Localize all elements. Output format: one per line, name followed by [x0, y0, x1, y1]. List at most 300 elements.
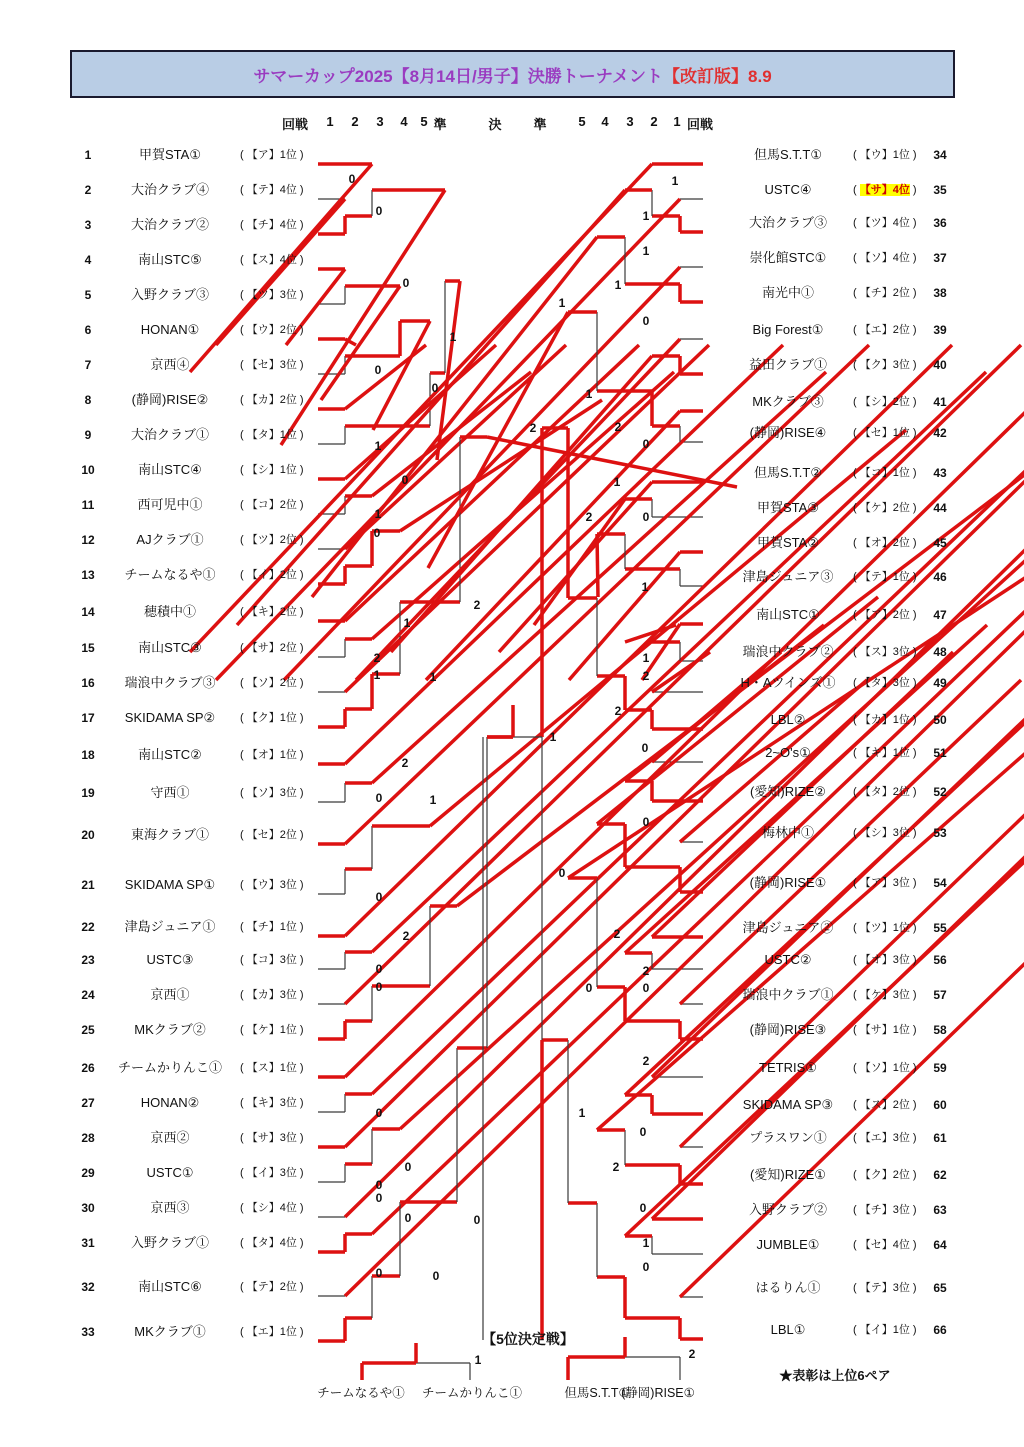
team-name: USTC③	[146, 952, 194, 967]
team-row	[0, 357, 1024, 373]
match-score: 1	[642, 651, 650, 665]
team-number: 65	[933, 1281, 947, 1295]
match-score: 1	[474, 1353, 482, 1367]
team-seed: ( 【ス】2位 )	[853, 1099, 917, 1111]
match-score: 2	[585, 510, 593, 524]
team-name: 梅林中①	[761, 825, 814, 840]
team-row	[0, 394, 1024, 410]
team-name: 但馬S.T.T①	[754, 147, 822, 162]
team-name: チームなるや①	[124, 567, 216, 582]
team-number: 1	[84, 148, 92, 162]
team-seed: ( 【ク】3位 )	[853, 359, 917, 371]
team-name: LBL①	[770, 1322, 806, 1337]
match-score: 1	[449, 330, 457, 344]
team-name: MKクラブ③	[752, 394, 824, 409]
team-name: 瑞浪中クラブ③	[124, 675, 216, 690]
team-seed: ( 【チ】3位 )	[853, 1204, 917, 1216]
team-name: 但馬S.T.T②	[754, 465, 822, 480]
team-number: 21	[81, 878, 95, 892]
team-seed: ( 【コ】3位 )	[240, 954, 304, 966]
team-number: 35	[933, 183, 947, 197]
team-seed: ( 【シ】3位 )	[853, 827, 917, 839]
team-number: 45	[933, 536, 947, 550]
team-seed: ( 【キ】1位 )	[853, 747, 917, 759]
team-seed: ( 【タ】2位 )	[853, 786, 917, 798]
match-score: 0	[375, 1266, 383, 1280]
team-number: 10	[81, 463, 95, 477]
team-seed: ( 【ケ】3位 )	[853, 989, 917, 1001]
team-seed: ( 【ソ】3位 )	[240, 787, 304, 799]
team-seed: ( 【ス】1位 )	[240, 1062, 304, 1074]
team-number: 47	[933, 608, 947, 622]
team-number: 59	[933, 1061, 947, 1075]
round-header-col: 5	[578, 114, 586, 129]
match-score: 0	[375, 890, 383, 904]
team-seed: ( 【ア】3位 )	[853, 877, 917, 889]
team-name: 京西③	[150, 1200, 190, 1215]
match-score: 2	[473, 598, 481, 612]
team-name: H・Aツインズ①	[740, 675, 836, 690]
team-row	[0, 1237, 1024, 1253]
team-number: 3	[84, 218, 92, 232]
team-name: HONAN②	[140, 1095, 200, 1110]
fifth-place-right-team-b: (静岡)RISE①	[621, 1386, 695, 1400]
team-name: 入野クラブ②	[748, 1202, 827, 1217]
team-seed: ( 【ソ】2位 )	[240, 677, 304, 689]
team-seed: ( 【イ】1位 )	[853, 1324, 917, 1336]
match-score: 2	[642, 1054, 650, 1068]
team-seed: ( 【タ】4位 )	[240, 1237, 304, 1249]
team-name: 穂積中①	[143, 604, 196, 619]
team-seed: ( 【コ】2位 )	[240, 499, 304, 511]
round-header-col: 準	[433, 117, 447, 132]
team-row	[0, 285, 1024, 301]
team-name: MKクラブ①	[134, 1324, 206, 1339]
team-number: 46	[933, 570, 947, 584]
team-seed: ( 【オ】3位 )	[853, 954, 917, 966]
team-name: (愛知)RIZE②	[750, 784, 826, 799]
team-seed: ( 【ツ】2位 )	[240, 534, 304, 546]
team-number: 52	[933, 785, 947, 799]
team-number: 42	[933, 426, 947, 440]
match-score: 0	[404, 1160, 412, 1174]
team-row	[0, 569, 1024, 585]
match-score: 2	[373, 651, 381, 665]
team-name: 京西②	[150, 1130, 190, 1145]
team-row	[0, 250, 1024, 266]
round-header-col: 1	[673, 114, 681, 129]
match-score: 1	[374, 507, 382, 521]
team-seed: ( 【イ】3位 )	[240, 1167, 304, 1179]
team-number: 57	[933, 988, 947, 1002]
team-seed: ( 【エ】3位 )	[853, 1132, 917, 1144]
team-seed: ( 【オ】1位 )	[240, 749, 304, 761]
team-number: 27	[81, 1096, 95, 1110]
team-row	[0, 425, 1024, 441]
team-name: SKIDAMA SP②	[124, 710, 216, 725]
match-score: 0	[431, 381, 439, 395]
team-name: 南光中①	[761, 285, 814, 300]
team-name: 京西①	[150, 987, 190, 1002]
team-number: 44	[933, 501, 947, 515]
team-seed: ( 【ツ】4位 )	[853, 217, 917, 229]
fifth-place-left-team-a: チームなるや①	[317, 1386, 405, 1400]
team-seed: ( 【ウ】2位 )	[240, 324, 304, 336]
team-number: 24	[81, 988, 95, 1002]
team-row	[0, 1202, 1024, 1218]
match-score: 1	[429, 793, 437, 807]
team-number: 30	[81, 1201, 95, 1215]
team-number: 66	[933, 1323, 947, 1337]
team-seed: ( 【シ】1位 )	[240, 464, 304, 476]
team-name: 2~O's①	[765, 745, 811, 760]
team-name: JUMBLE①	[756, 1237, 820, 1252]
team-number: 58	[933, 1023, 947, 1037]
team-seed: ( 【セ】3位 )	[240, 359, 304, 371]
round-header-col: 3	[626, 114, 634, 129]
team-number: 5	[84, 288, 92, 302]
team-seed: ( 【テ】4位 )	[240, 184, 304, 196]
team-number: 2	[84, 183, 92, 197]
team-seed: ( 【テ】2位 )	[240, 1281, 304, 1293]
team-number: 51	[933, 746, 947, 760]
team-number: 31	[81, 1236, 95, 1250]
team-seed: ( 【カ】3位 )	[240, 989, 304, 1001]
team-seed: ( 【ツ】3位 )	[240, 289, 304, 301]
round-header-col: 2	[650, 114, 658, 129]
team-name: 大治クラブ①	[130, 427, 209, 442]
team-row	[0, 825, 1024, 841]
team-number: 29	[81, 1166, 95, 1180]
team-row	[0, 1167, 1024, 1183]
team-name: 東海クラブ①	[130, 827, 209, 842]
team-name: HONAN①	[140, 322, 200, 337]
team-seed: ( 【ソ】1位 )	[853, 1062, 917, 1074]
team-name: 崇化館STC①	[749, 250, 827, 265]
match-score: 1	[671, 174, 679, 188]
team-seed: ( 【ア】1位 )	[240, 149, 304, 161]
round-header-col: 2	[351, 114, 359, 129]
team-name: (静岡)RISE③	[749, 1022, 827, 1037]
team-name: チームかりんこ①	[117, 1060, 222, 1075]
team-number: 34	[933, 148, 947, 162]
team-number: 54	[933, 876, 947, 890]
team-name: 南山STC②	[138, 747, 202, 762]
highlighted-seed: 【サ】4位	[859, 184, 910, 196]
team-seed: ( 【サ】2位 )	[240, 642, 304, 654]
page-title: サマーカップ2025【8月14日/男子】決勝トーナメント	[253, 66, 664, 86]
team-seed: ( 【チ】2位 )	[853, 287, 917, 299]
team-number: 33	[81, 1325, 95, 1339]
team-number: 62	[933, 1168, 947, 1182]
match-score: 0	[375, 980, 383, 994]
team-number: 49	[933, 676, 947, 690]
match-score: 0	[642, 510, 650, 524]
team-row	[0, 1060, 1024, 1076]
team-seed: ( 【シ】2位 )	[853, 396, 917, 408]
team-number: 39	[933, 323, 947, 337]
fifth-place-title: 【5位決定戦】	[482, 1331, 574, 1347]
team-number: 32	[81, 1280, 95, 1294]
team-row	[0, 215, 1024, 231]
fifth-place-left-team-b: チームかりんこ①	[421, 1386, 523, 1400]
match-score: 0	[375, 962, 383, 976]
match-score: 1	[403, 616, 411, 630]
match-score: 1	[373, 668, 381, 682]
team-seed: ( 【サ】1位 )	[853, 1024, 917, 1036]
match-score: 1	[549, 730, 557, 744]
match-score: 1	[642, 1236, 650, 1250]
footer-note: ★表彰は上位6ペア	[779, 1368, 891, 1383]
team-row	[0, 1280, 1024, 1296]
team-name: USTC①	[146, 1165, 194, 1180]
match-score: 1	[374, 439, 382, 453]
team-seed: ( 【キ】3位 )	[240, 1097, 304, 1109]
team-name: (愛知)RIZE①	[750, 1167, 826, 1182]
team-number: 26	[81, 1061, 95, 1075]
round-header-col: 5	[420, 114, 428, 129]
team-seed: ( 【サ】3位 )	[240, 1132, 304, 1144]
team-name: 京西④	[150, 357, 190, 372]
team-seed: ( 【ス】4位 )	[240, 254, 304, 266]
round-header-col: 4	[601, 114, 609, 129]
team-number: 19	[81, 786, 95, 800]
match-score: 2	[642, 964, 650, 978]
team-seed: ( 【ケ】2位 )	[853, 502, 917, 514]
team-row	[0, 500, 1024, 516]
team-seed: ( 【セ】4位 )	[853, 1239, 917, 1251]
team-name: (静岡)RISE②	[131, 392, 209, 407]
team-number: 43	[933, 466, 947, 480]
round-header-right: 回戦	[686, 117, 714, 132]
match-score: 2	[614, 420, 622, 434]
team-seed: ( 【エ】2位 )	[853, 324, 917, 336]
team-number: 15	[81, 641, 95, 655]
match-score: 0	[639, 1201, 647, 1215]
match-score: 0	[473, 1213, 481, 1227]
team-number: 13	[81, 568, 95, 582]
team-seed: ( 【オ】2位 )	[853, 537, 917, 549]
team-seed: ( 【コ】1位 )	[853, 467, 917, 479]
round-header-col: 決	[488, 117, 502, 132]
match-score: 0	[432, 1269, 440, 1283]
team-seed: ( 【ケ】1位 )	[240, 1024, 304, 1036]
team-name: 大治クラブ②	[130, 217, 209, 232]
team-number: 28	[81, 1131, 95, 1145]
team-number: 25	[81, 1023, 95, 1037]
team-number: 11	[81, 498, 95, 512]
team-number: 41	[933, 395, 947, 409]
fifth-place-right-team-a: 但馬S.T.T①	[564, 1386, 630, 1400]
team-name: USTC④	[764, 182, 812, 197]
team-row	[0, 952, 1024, 968]
team-number: 37	[933, 251, 947, 265]
team-number: 48	[933, 645, 947, 659]
round-header-col: 1	[326, 114, 334, 129]
team-name: 南山STC⑥	[138, 1279, 202, 1294]
team-name: 津島ジュニア①	[124, 919, 216, 934]
round-header-col: 3	[376, 114, 384, 129]
match-score: 0	[348, 172, 356, 186]
match-score: 0	[375, 204, 383, 218]
team-row	[0, 1097, 1024, 1113]
match-score: 0	[641, 741, 649, 755]
team-row	[0, 182, 1024, 198]
team-seed: ( 【キ】2位 )	[240, 606, 304, 618]
match-score: 0	[375, 1178, 383, 1192]
match-score: 0	[642, 314, 650, 328]
team-number: 36	[933, 216, 947, 230]
match-score: 1	[429, 670, 437, 684]
team-row	[0, 535, 1024, 551]
team-number: 38	[933, 286, 947, 300]
match-score: 0	[642, 981, 650, 995]
match-score: 2	[614, 704, 622, 718]
team-name: SKIDAMA SP③	[742, 1097, 834, 1112]
team-name: MKクラブ②	[134, 1022, 206, 1037]
team-row	[0, 875, 1024, 891]
team-number: 12	[81, 533, 95, 547]
team-row	[0, 784, 1024, 800]
match-score: 2	[402, 929, 410, 943]
team-name: 南山STC⑤	[138, 252, 202, 267]
match-score: 2	[642, 669, 650, 683]
team-number: 53	[933, 826, 947, 840]
match-score: 1	[642, 244, 650, 258]
round-header-col: 準	[533, 117, 547, 132]
match-score: 2	[688, 1347, 696, 1361]
round-header-col: 4	[400, 114, 408, 129]
team-name: 瑞浪中クラブ①	[742, 987, 834, 1002]
team-name: 津島ジュニア②	[742, 920, 834, 935]
match-score: 1	[614, 278, 622, 292]
team-row	[0, 607, 1024, 623]
team-number: 55	[933, 921, 947, 935]
team-name: 入野クラブ①	[130, 1235, 209, 1250]
team-name: 南山STC④	[138, 462, 202, 477]
team-name: LBL②	[770, 712, 806, 727]
match-score: 0	[642, 815, 650, 829]
team-number: 61	[933, 1131, 947, 1145]
team-name: 守西①	[150, 785, 190, 800]
team-row	[0, 644, 1024, 660]
team-name: 津島ジュニア③	[742, 569, 834, 584]
team-seed: ( 【ア】2位 )	[853, 609, 917, 621]
match-score: 0	[585, 981, 593, 995]
team-number: 23	[81, 953, 95, 967]
team-name: 入野クラブ③	[130, 287, 209, 302]
match-score: 1	[578, 1106, 586, 1120]
match-score: 0	[401, 473, 409, 487]
match-score: 0	[558, 866, 566, 880]
team-seed: ( 【タ】1位 )	[240, 429, 304, 441]
team-name: 瑞浪中クラブ②	[742, 644, 834, 659]
team-row	[0, 675, 1024, 691]
team-number: 20	[81, 828, 95, 842]
team-seed: ( 【テ】1位 )	[853, 571, 917, 583]
team-seed: ( 【セ】1位 )	[853, 427, 917, 439]
team-row	[0, 745, 1024, 761]
team-number: 50	[933, 713, 947, 727]
team-seed: ( 【ウ】1位 )	[853, 149, 917, 161]
team-name: はるりん①	[755, 1280, 821, 1295]
team-name: TETRIS①	[759, 1060, 817, 1075]
team-number: 16	[81, 676, 95, 690]
team-seed: ( 【イ】2位 )	[240, 569, 304, 581]
match-score: 0	[639, 1125, 647, 1139]
team-seed: ( 【ツ】1位 )	[853, 922, 917, 934]
match-score: 0	[375, 791, 383, 805]
team-row	[0, 322, 1024, 338]
team-seed: ( 【エ】1位 )	[240, 1326, 304, 1338]
match-score: 1	[613, 475, 621, 489]
team-name: 西可児中①	[137, 497, 203, 512]
match-score: 2	[613, 927, 621, 941]
team-row	[0, 920, 1024, 936]
team-name: SKIDAMA SP①	[124, 877, 216, 892]
team-name: 甲賀STA②	[757, 535, 819, 550]
team-name: プラスワン①	[749, 1130, 827, 1145]
match-score: 0	[375, 1106, 383, 1120]
match-score: 2	[612, 1160, 620, 1174]
match-score: 2	[401, 756, 409, 770]
team-name: 大治クラブ④	[130, 182, 209, 197]
team-seed: ( 【ソ】4位 )	[853, 252, 917, 264]
team-name: 甲賀STA③	[757, 500, 819, 515]
team-number: 6	[84, 323, 92, 337]
team-number: 63	[933, 1203, 947, 1217]
team-name: 南山STC①	[756, 607, 820, 622]
round-header-left: 回戦	[281, 117, 309, 132]
team-number: 60	[933, 1098, 947, 1112]
team-name: 南山STC③	[138, 640, 202, 655]
team-row	[0, 465, 1024, 481]
team-seed: ( 【ス】3位 )	[853, 646, 917, 658]
team-name: 大治クラブ③	[748, 215, 827, 230]
match-score: 0	[404, 1211, 412, 1225]
team-seed: ( 【シ】4位 )	[240, 1202, 304, 1214]
team-seed: ( 【タ】3位 )	[853, 677, 917, 689]
team-name: (静岡)RISE①	[749, 875, 827, 890]
team-seed: ( 【ク】1位 )	[240, 712, 304, 724]
team-seed: ( 【カ】2位 )	[240, 394, 304, 406]
team-number: 4	[84, 253, 92, 267]
team-seed: ( 【チ】1位 )	[240, 921, 304, 933]
match-score: 1	[585, 387, 593, 401]
match-score: 0	[373, 526, 381, 540]
match-score: 0	[374, 363, 382, 377]
team-number: 40	[933, 358, 947, 372]
team-number: 64	[933, 1238, 947, 1252]
match-score: 0	[642, 437, 650, 451]
team-seed: ( 【ク】2位 )	[853, 1169, 917, 1181]
team-row	[0, 1022, 1024, 1038]
team-seed: ( 【チ】4位 )	[240, 219, 304, 231]
match-score: 1	[641, 580, 649, 594]
team-name: AJクラブ①	[136, 532, 204, 547]
team-row	[0, 1130, 1024, 1146]
team-row	[0, 987, 1024, 1003]
team-name: 甲賀STA①	[139, 147, 201, 162]
team-seed: ( 【セ】2位 )	[240, 829, 304, 841]
match-score: 2	[529, 421, 537, 435]
match-score: 1	[558, 296, 566, 310]
team-seed: ( 【カ】1位 )	[853, 714, 917, 726]
team-number: 56	[933, 953, 947, 967]
team-seed: ( 【ウ】3位 )	[240, 879, 304, 891]
page-title-revision: 【改訂版】8.9	[663, 66, 772, 86]
team-row	[0, 147, 1024, 163]
